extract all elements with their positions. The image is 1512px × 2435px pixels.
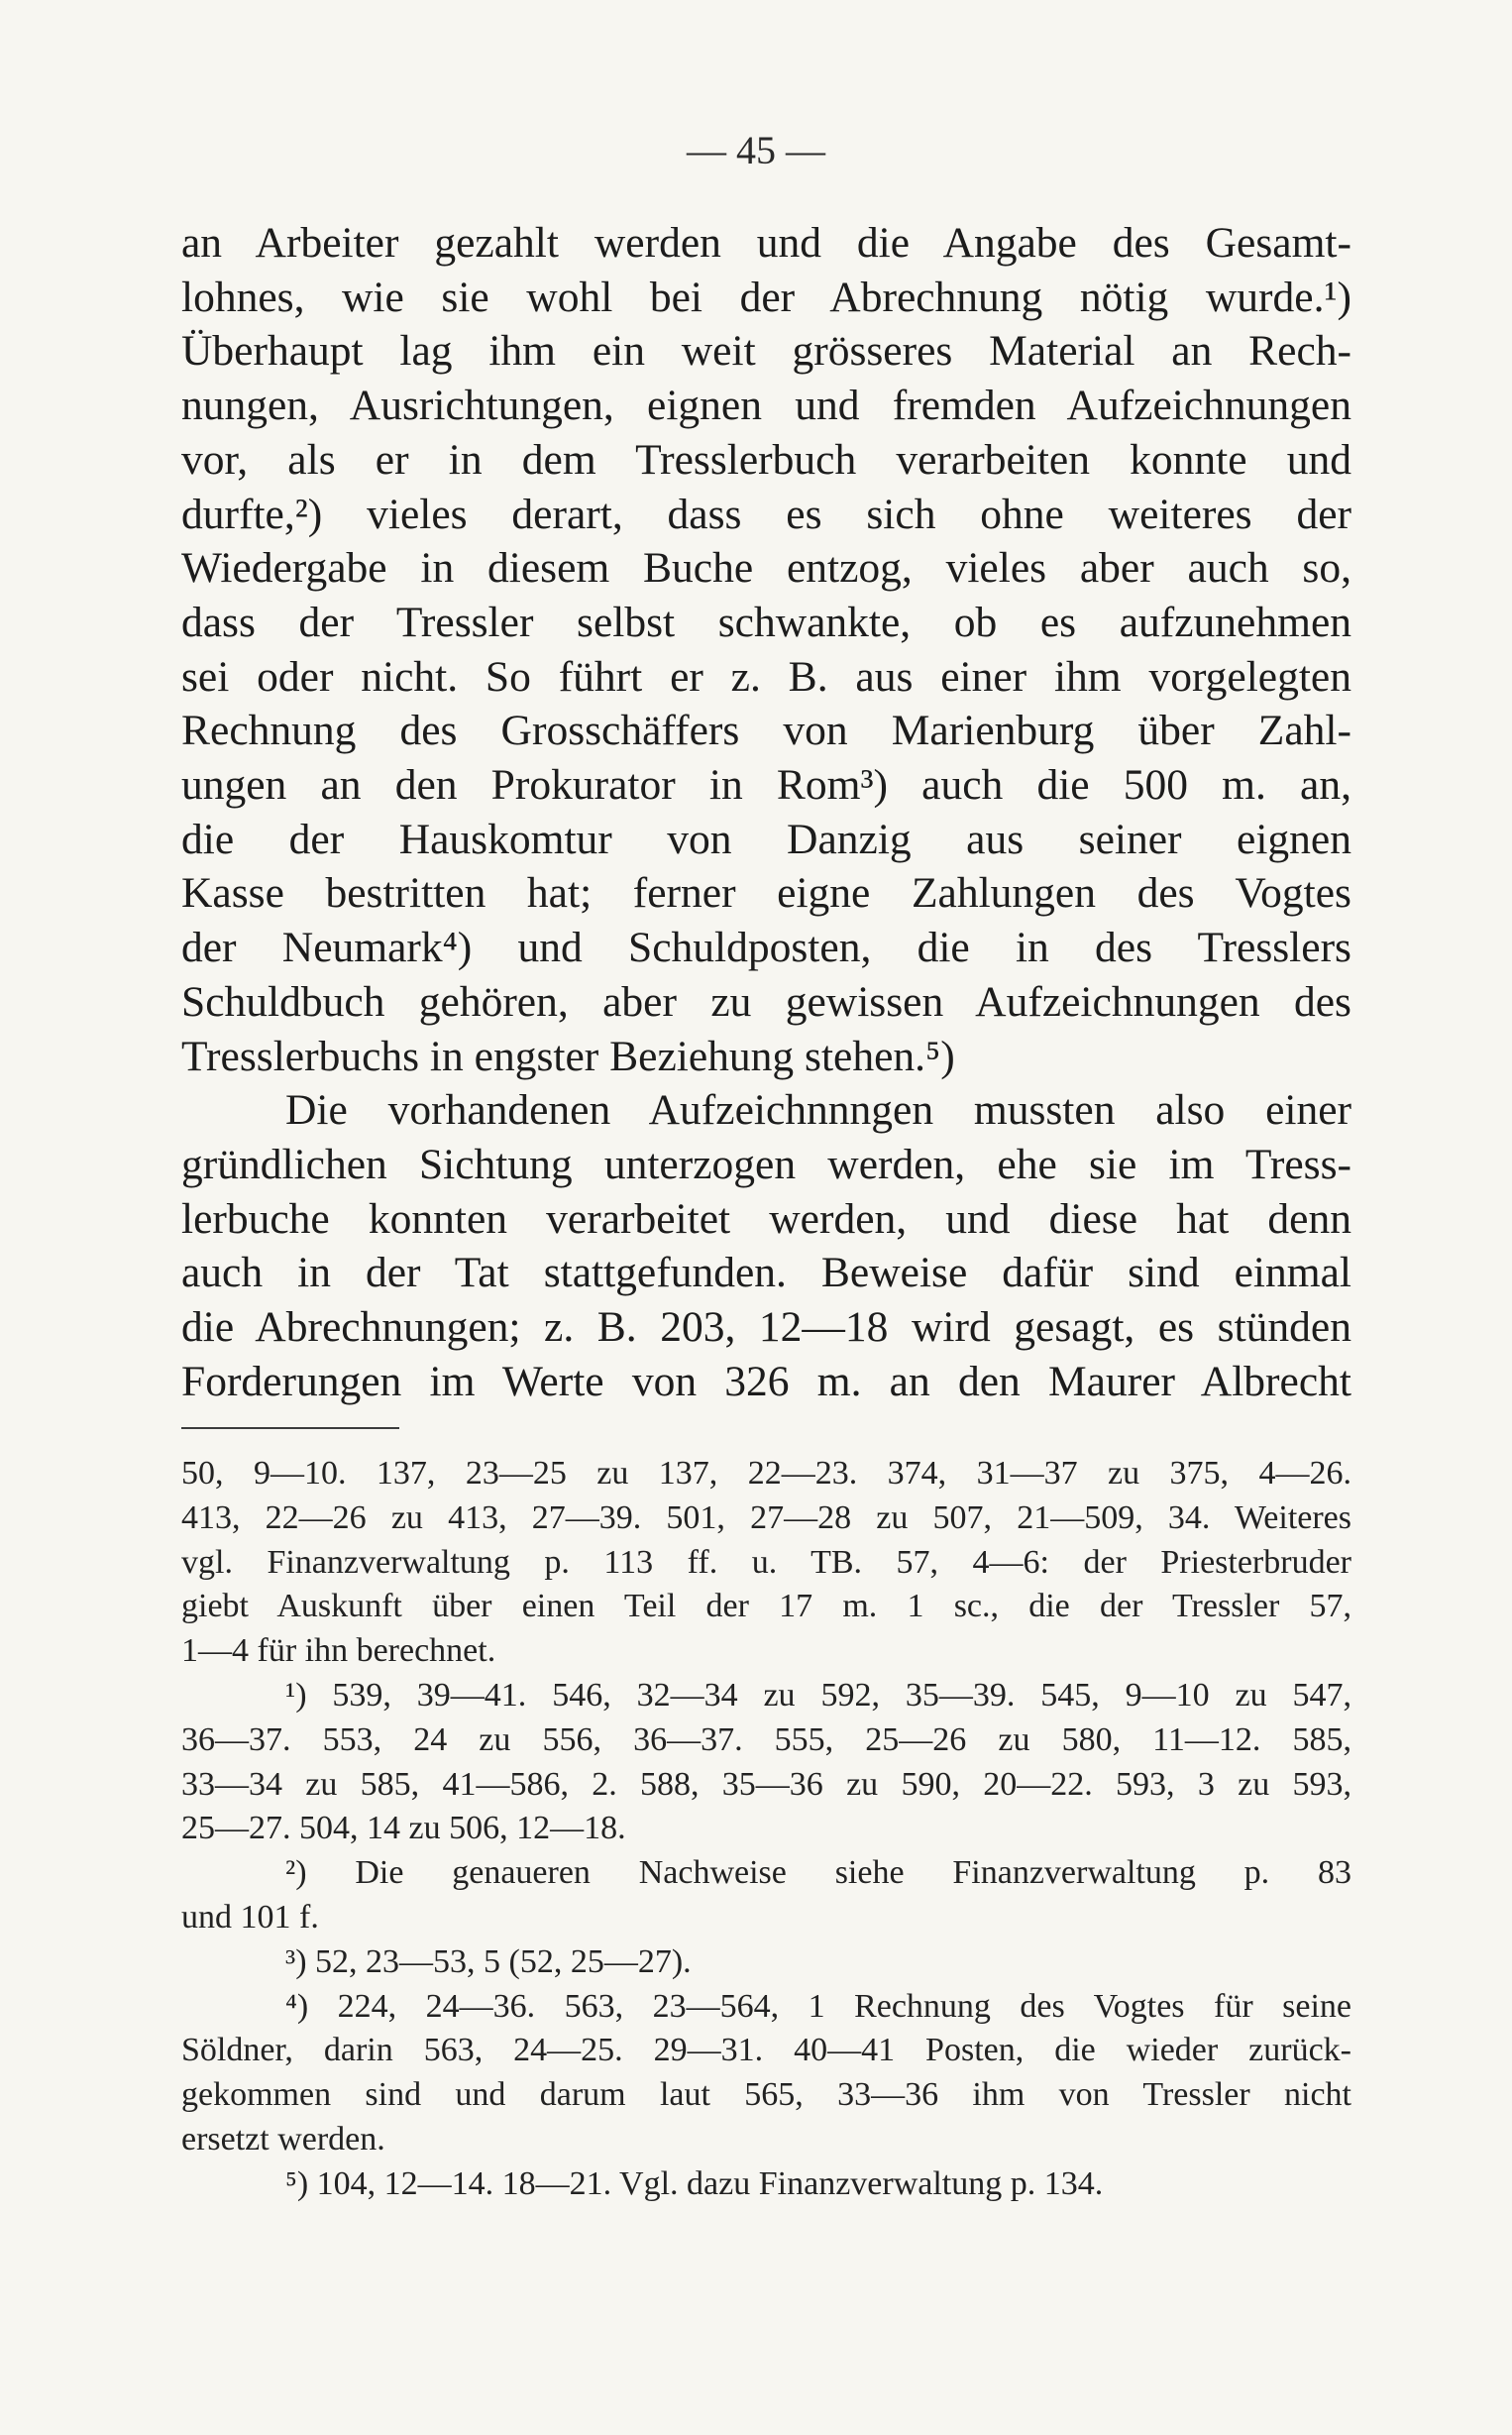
footnote-line: ²) Die genaueren Nachweise siehe Finanzverwaltung p. 83	[285, 1854, 1351, 1892]
text-line: die Abrechnungen; z. B. 203, 12—18 wird gesagt, es stünden	[181, 1303, 1351, 1352]
footnote-line: 25—27. 504, 14 zu 506, 12—18.	[181, 1810, 626, 1847]
footnote-line: 413, 22—26 zu 413, 27—39. 501, 27—28 zu 507, 21—509, 34. Weiteres	[181, 1498, 1351, 1536]
footnote-line: 36—37. 553, 24 zu 556, 36—37. 555, 25—26 zu 580, 11—12. 585,	[181, 1720, 1351, 1758]
footnote-line: 33—34 zu 585, 41—586, 2. 588, 35—36 zu 590, 20—22. 593, 3 zu 593,	[181, 1765, 1351, 1803]
text-line: nungen, Ausrichtungen, eignen und fremden Aufzeichnungen	[181, 382, 1351, 430]
text-line: der Neumark⁴) und Schuldposten, die in des Tresslers	[181, 924, 1351, 972]
text-line: lohnes, wie sie wohl bei der Abrechnung nötig wurde.¹)	[181, 273, 1351, 321]
footnote-line: ersetzt werden.	[181, 2120, 385, 2158]
footnote-line: ³) 52, 23—53, 5 (52, 25—27).	[285, 1942, 692, 1980]
footnote-line: gekommen sind und darum laut 565, 33—36 ihm von Tressler nicht	[181, 2076, 1351, 2114]
text-line: Tresslerbuchs in engster Beziehung stehen.⁵)	[181, 1032, 955, 1080]
footnote-line: ¹) 539, 39—41. 546, 32—34 zu 592, 35—39. 545, 9—10 zu 547,	[285, 1676, 1351, 1714]
body-text	[181, 216, 1351, 1408]
footnote-line: und 101 f.	[181, 1898, 319, 1936]
footnote-divider	[181, 1427, 399, 1429]
text-line: dass der Tressler selbst schwankte, ob es aufzunehmen	[181, 598, 1351, 646]
text-line: an Arbeiter gezahlt werden und die Angabe des Gesamt-	[181, 219, 1351, 267]
text-line: Schuldbuch gehören, aber zu gewissen Aufzeichnungen des	[181, 977, 1351, 1026]
text-line: Rechnung des Grosschäffers von Marienburg über Zahl-	[181, 707, 1351, 755]
text-line: vor, als er in dem Tresslerbuch verarbeiten konnte und	[181, 435, 1351, 484]
footnote-line: ⁴) 224, 24—36. 563, 23—564, 1 Rechnung des Vogtes für seine	[285, 1987, 1351, 2025]
text-line: auch in der Tat stattgefunden. Beweise dafür sind einmal	[181, 1249, 1351, 1297]
footnote-line: vgl. Finanzverwaltung p. 113 ff. u. TB. 57, 4—6: der Priesterbruder	[181, 1543, 1351, 1581]
footnote-line: ⁵) 104, 12—14. 18—21. Vgl. dazu Finanzverwaltung p. 134.	[285, 2164, 1104, 2202]
text-line: Überhaupt lag ihm ein weit grösseres Material an Rech-	[181, 327, 1351, 376]
footnote-line: giebt Auskunft über einen Teil der 17 m. 1 sc., die der Tressler 57,	[181, 1588, 1351, 1625]
footnote-line: 50, 9—10. 137, 23—25 zu 137, 22—23. 374, 31—37 zu 375, 4—26.	[181, 1455, 1351, 1492]
text-line: gründlichen Sichtung unterzogen werden, ehe sie im Tress-	[181, 1140, 1351, 1188]
text-line: lerbuche konnten verarbeitet werden, und diese hat denn	[181, 1194, 1351, 1243]
text-line: sei oder nicht. So führt er z. B. aus einer ihm vorgelegten	[181, 652, 1351, 701]
page-number: — 45 —	[687, 128, 825, 172]
footnotes	[181, 1452, 1351, 2207]
text-line: Forderungen im Werte von 326 m. an den Maurer Albrecht	[181, 1357, 1351, 1405]
text-line: ungen an den Prokurator in Rom³) auch die 500 m. an,	[181, 761, 1351, 810]
text-line: Wiedergabe in diesem Buche entzog, vieles aber auch so,	[181, 544, 1351, 593]
footnote-line: 1—4 für ihn berechnet.	[181, 1632, 496, 1670]
text-line: durfte,²) vieles derart, dass es sich ohne weiteres der	[181, 490, 1351, 538]
text-line: Kasse bestritten hat; ferner eigne Zahlungen des Vogtes	[181, 869, 1351, 918]
text-line: Die vorhandenen Aufzeichnnngen mussten also einer	[285, 1086, 1351, 1135]
footnote-line: Söldner, darin 563, 24—25. 29—31. 40—41 Posten, die wieder zurück-	[181, 2032, 1351, 2069]
text-line: die der Hauskomtur von Danzig aus seiner eignen	[181, 815, 1351, 863]
